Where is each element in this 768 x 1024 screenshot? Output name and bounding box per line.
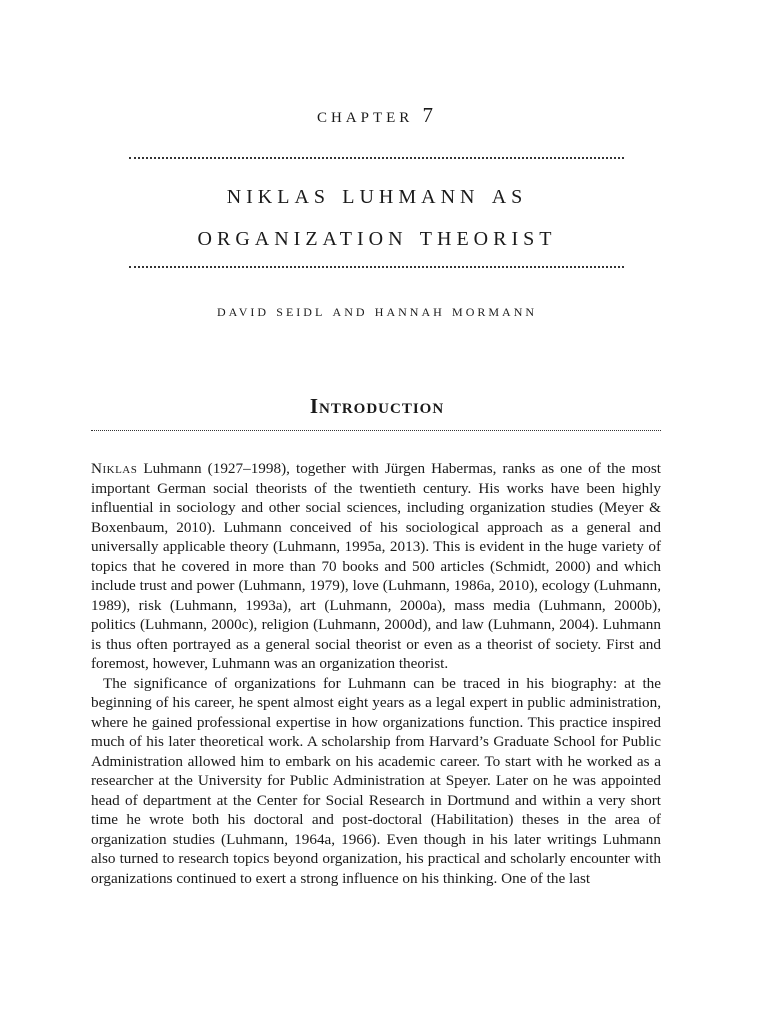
chapter-number: chapter 7 [316, 103, 438, 127]
lead-word: Niklas [91, 460, 138, 477]
paragraph-1 [91, 459, 661, 674]
dotted-divider-bottom [129, 266, 624, 268]
chapter-title-line-1: niklas luhmann as [226, 178, 528, 210]
body-text [91, 459, 661, 888]
chapter-title-line-2: organization theorist [197, 220, 557, 252]
section-divider [91, 430, 661, 431]
paragraph-2: The significance of organizations for Luhmann can be traced in his biography: at the beginning of his career, he spent almost eight years as a legal expert in public administration, where he gained professional expertise in how organizations function. This practice inspired much of his later theoretical work. A scholarship from Harvard’s Graduate School for Public Administration allowed him to embark on his academic career. To start with he worked as a researcher at the University for Public Administration at Speyer. Later on he was appointed head of department at the Center for Social Research in Dortmund and within a very short time he wrote both his doctoral and post-doctoral (Habilitation) theses in the area of organization studies (Luhmann, 1964a, 1966). Even though in his later writings Luhmann also turned to research topics beyond organization, his practical and scholarly encounter with organizations continued to exert a strong influence on his thinking. One of the last [91, 674, 661, 887]
chapter-authors: david seidl and hannah mormann [216, 301, 538, 320]
chapter-title [0, 173, 754, 257]
dotted-divider-top [129, 157, 624, 159]
paragraph-1-text: Luhmann (1927–1998), together with Jürgen Habermas, ranks as one of the most important German social theorists of the twentieth century. His works have been highly influential in sociology and other social sciences, including organization studies (Meyer & Boxenbaum, 2010). Luhmann conceived of his sociological approach as a general and universally applicable theory (Luhmann, 1995a, 2013). This is evident in the huge variety of topics that he covered in more than 70 books and 500 articles (Schmidt, 2000) and which include trust and power (Luhmann, 1979), love (Luhmann, 1986a, 2010), ecology (Luhmann, 1989), risk (Luhmann, 1993a), art (Luhmann, 2000a), mass media (Luhmann, 2000b), politics (Luhmann, 2000c), religion (Luhmann, 2000d), and law (Luhmann, 2004). Luhmann is thus often portrayed as a general social theorist or even as a theorist of society. First and foremost, however, Luhmann was an organization theorist. [91, 460, 661, 672]
section-heading: Introduction [309, 394, 445, 418]
